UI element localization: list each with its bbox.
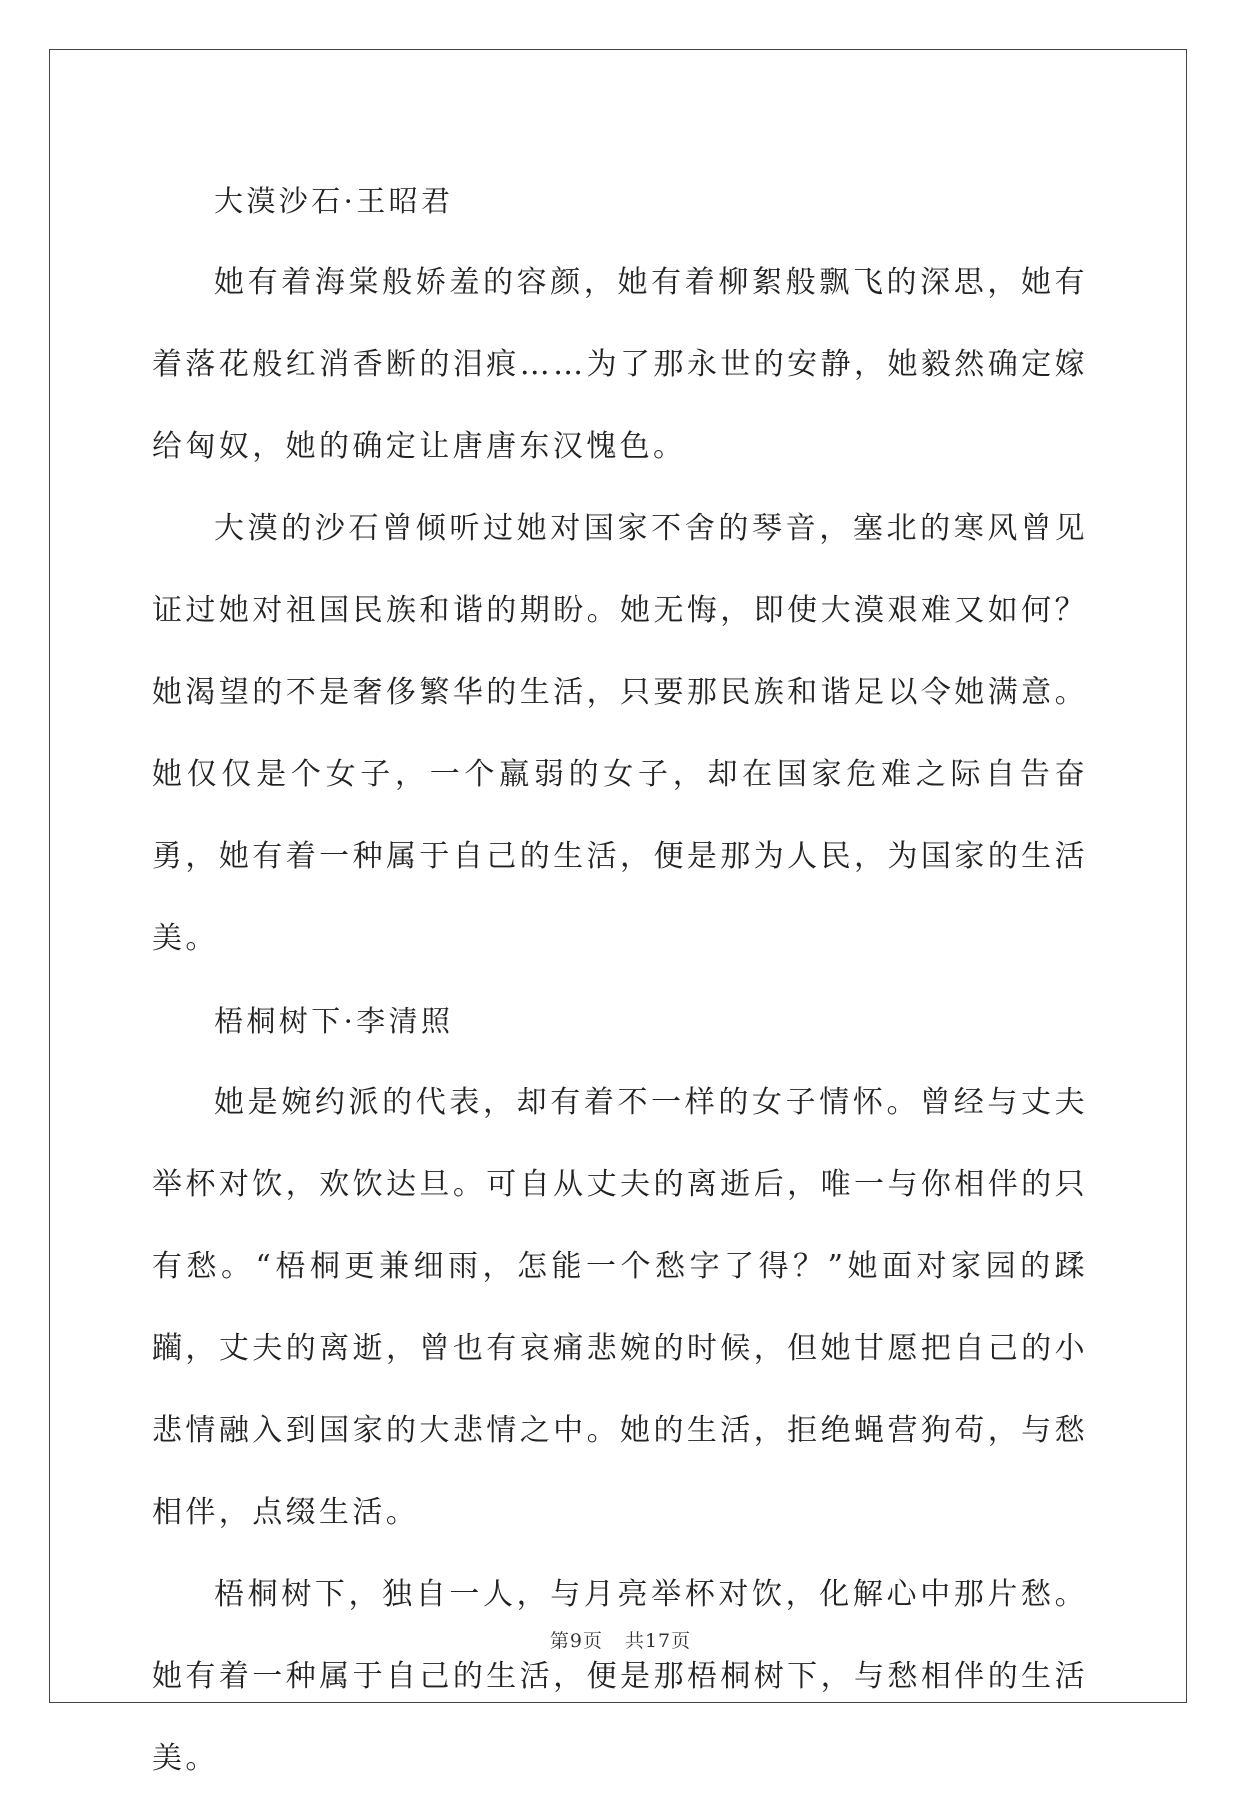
section-heading: 大漠沙石·王昭君 xyxy=(214,184,454,218)
page-footer xyxy=(0,1626,1241,1653)
page-total: 共17页 xyxy=(624,1630,692,1652)
section-heading: 梧桐树下·李清照 xyxy=(214,1004,454,1038)
paragraph: 她有着海棠般娇羞的容颜，她有着柳絮般飘飞的深思，她有着落花般红消香断的泪痕……为了那永世的安静，她毅然确定嫁给匈奴，她的确定让唐唐东汉愧色。 xyxy=(152,265,1088,464)
paragraph: 大漠的沙石曾倾听过她对国家不舍的琴音，塞北的寒风曾见证过她对祖国民族和谐的期盼。她无悔，即使大漠艰难又如何？她渴望的不是奢侈繁华的生活，只要那民族和谐足以令她满意。她仅仅是个女子，一个羸弱的女子，却在国家危难之际自告奋勇，她有着一种属于自己的生活，便是那为人民，为国家的生活美。 xyxy=(152,511,1088,956)
paragraph: 她是婉约派的代表，却有着不一样的女子情怀。曾经与丈夫举杯对饮，欢饮达旦。可自从丈夫的离逝后，唯一与你相伴的只有愁。“梧桐更兼细雨，怎能一个愁字了得？”她面对家园的蹂躏，丈夫的离逝，曾也有哀痛悲婉的时候，但她甘愿把自己的小悲情融入到国家的大悲情之中。她的生活，拒绝蝇营狗苟，与愁相伴，点缀生活。 xyxy=(152,1085,1088,1530)
document-body xyxy=(152,160,1088,1800)
page-number: 第9页 xyxy=(549,1630,603,1652)
paragraph: 梧桐树下，独自一人，与月亮举杯对饮，化解心中那片愁。她有着一种属于自己的生活，便是那梧桐树下，与愁相伴的生活美。 xyxy=(152,1577,1088,1776)
